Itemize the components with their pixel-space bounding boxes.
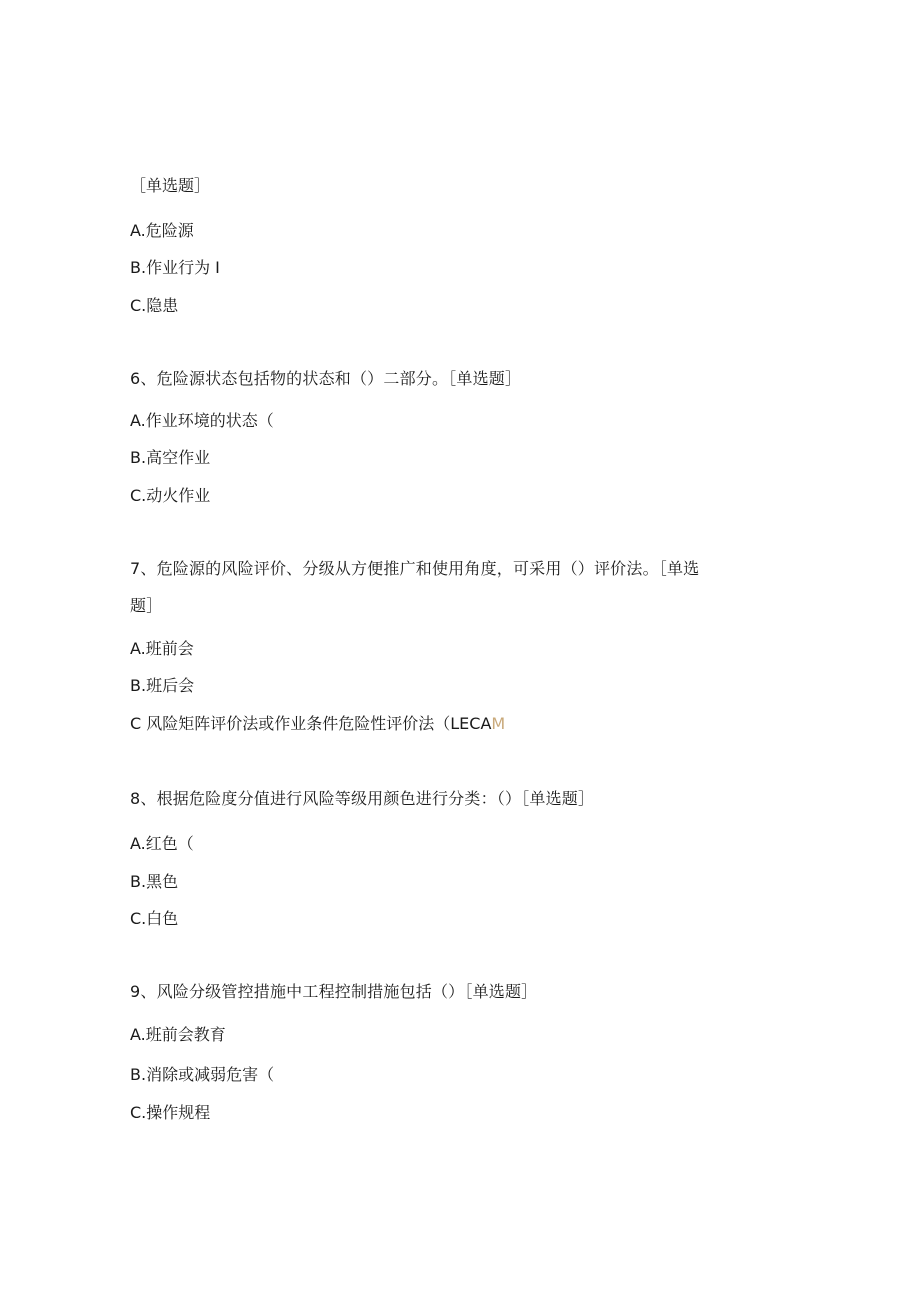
question-9-option-b: B.消除或减弱危害（ — [130, 1065, 275, 1084]
question-5-option-b: B.作业行为 I — [130, 258, 220, 277]
question-7-text: 7、危险源的风险评价、分级从方便推广和使用角度，可采用（）评价法。［单选 — [130, 559, 700, 578]
question-8-option-c: C.白色 — [130, 909, 179, 928]
question-8-option-a: A.红色（ — [130, 834, 194, 853]
question-6-option-b: B.高空作业 — [130, 448, 211, 467]
question-9-text: 9、风险分级管控措施中工程控制措施包括（）［单选题］ — [130, 982, 538, 1001]
question-7-text-cont: 题］ — [130, 596, 163, 615]
question-8-option-b: B.黑色 — [130, 872, 179, 891]
question-7-option-a: A.班前会 — [130, 639, 194, 658]
question-7-option-b: B.班后会 — [130, 676, 195, 695]
question-9-option-a: A.班前会教育 — [130, 1025, 226, 1044]
question-9-option-c: C.操作规程 — [130, 1103, 211, 1122]
question-5-option-a: A.危险源 — [130, 221, 194, 240]
question-8-text: 8、根据危险度分值进行风险等级用颜色进行分类：（）［单选题］ — [130, 789, 595, 808]
question-5-option-c: C.隐患 — [130, 296, 179, 315]
question-6-text: 6、危险源状态包括物的状态和（）二部分。［单选题］ — [130, 369, 522, 388]
question-6-option-c: C.动火作业 — [130, 486, 211, 505]
question-6-option-a: A.作业环境的状态（ — [130, 411, 274, 430]
question-5-tag: ［单选题］ — [130, 176, 211, 195]
question-7-option-c — [130, 713, 505, 735]
question-7-option-c-faint: M — [491, 714, 506, 733]
question-7-option-c-text: C 风险矩阵评价法或作业条件危险性评价法（LECA — [130, 714, 492, 733]
